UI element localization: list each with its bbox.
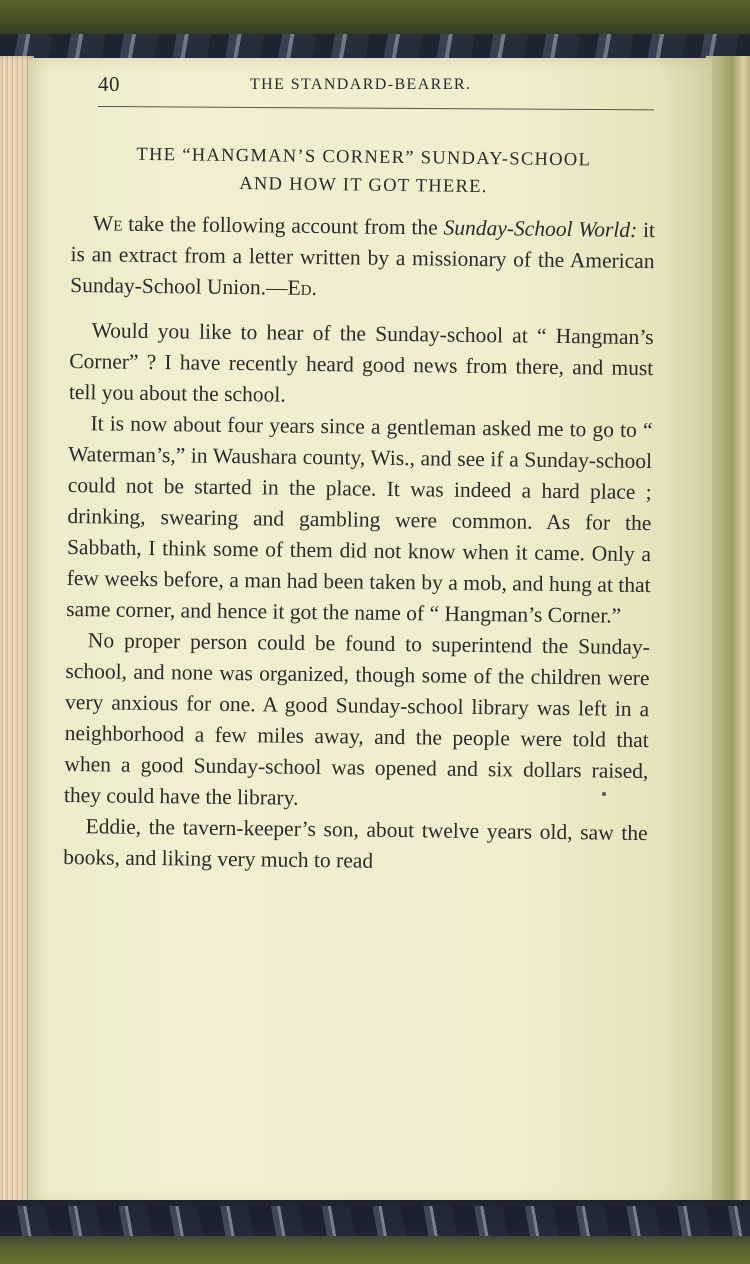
paragraph-2: It is now about four years since a gentleman asked me to go to “ Waterman’s,” in Waushara county, Wis., and see if a Sunday-school could not be started in the place. It was indeed a hard place ; drinking, swearing and gambling were common. As for the Sabbath, I think some of them did not know when it came. Only a few weeks before, a man had been taken by a mob, and hung at that same corner, and hence it got the name of “ Hangman’s Corner.” xyxy=(66,411,653,628)
intro-lead-word: We xyxy=(92,211,123,236)
intro-text-after: it is an extract from a letter written by a missionary of the American Sunday-School Union.— xyxy=(70,217,656,300)
facing-page-edge xyxy=(706,56,750,1206)
editor-intro xyxy=(70,208,655,308)
page-number: 40 xyxy=(98,72,120,96)
editor-mark: Ed. xyxy=(287,275,318,301)
article-title-line-2: AND HOW IT GOT THERE. xyxy=(239,174,488,198)
paragraph-4: Eddie, the tavern-keeper’s son, about twelve years old, saw the books, and liking very much to read xyxy=(63,814,648,873)
ink-speck xyxy=(602,792,606,796)
paragraph-3: No proper person could be found to superintend the Sunday-school, and none was organized, though some of the children were very anxious for one. A good Sunday-school library was left in a neighborhood a few miles away, and the people were told that when a good Sunday-school was opened and six dollars raised, they could have the library. xyxy=(63,628,650,810)
paragraph-1: Would you like to hear of the Sunday-school at “ Hangman’s Corner” ? I have recently heard good news from there, and must tell you about the school. xyxy=(68,318,654,407)
periodical-title: Sunday-School World: xyxy=(443,215,638,242)
marbled-edge-bottom xyxy=(0,1206,750,1236)
running-head xyxy=(98,72,658,102)
running-head-title: THE STANDARD-BEARER. xyxy=(250,76,472,93)
intro-text-before: take the following account from the xyxy=(128,211,438,240)
article-title-line-1: THE “HANGMAN’S CORNER” SUNDAY-SCHOOL xyxy=(136,144,592,171)
article xyxy=(63,140,656,880)
article-title xyxy=(71,140,656,203)
